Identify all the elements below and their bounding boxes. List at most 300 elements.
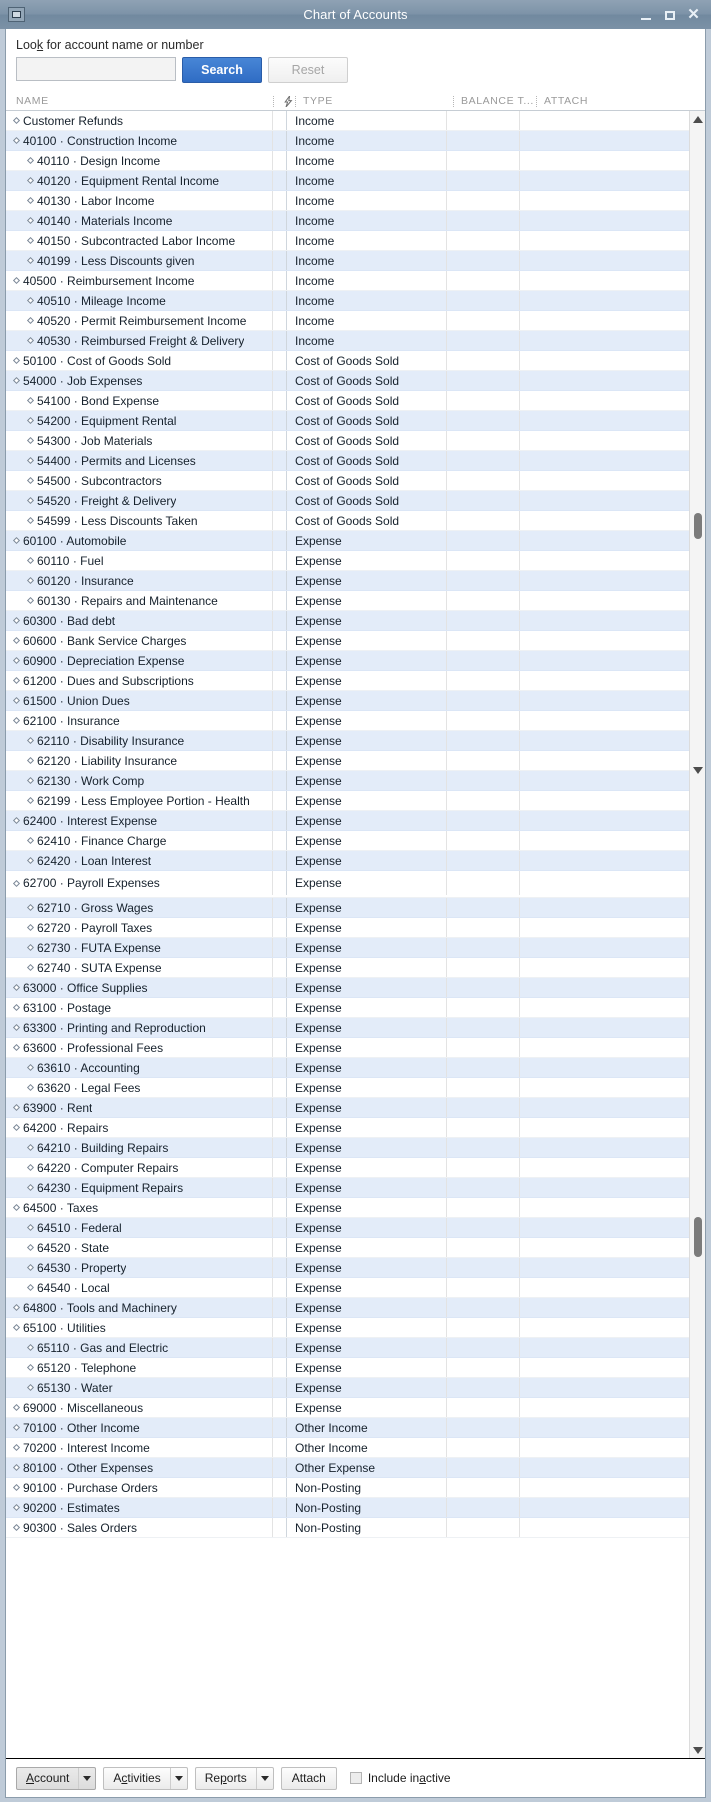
account-flag-cell[interactable] [273, 511, 287, 530]
account-flag-cell[interactable] [273, 611, 287, 630]
account-name-cell[interactable] [6, 251, 273, 270]
account-name-cell[interactable] [6, 1158, 273, 1177]
account-attach-cell[interactable] [520, 1458, 689, 1477]
account-name-cell[interactable] [6, 611, 273, 630]
account-name-cell[interactable] [6, 1198, 273, 1217]
account-name-cell[interactable] [6, 998, 273, 1017]
account-flag-cell[interactable] [273, 111, 287, 130]
account-name-cell[interactable] [6, 1398, 273, 1417]
table-row[interactable] [6, 1338, 689, 1358]
account-attach-cell[interactable] [520, 511, 689, 530]
account-flag-cell[interactable] [273, 1378, 287, 1397]
table-row[interactable] [6, 871, 689, 898]
table-row[interactable] [6, 551, 689, 571]
account-name-cell[interactable] [6, 311, 273, 330]
account-name-cell[interactable] [6, 1458, 273, 1477]
account-name-cell[interactable] [6, 1138, 273, 1157]
close-button[interactable]: ✕ [687, 6, 700, 23]
account-attach-cell[interactable] [520, 211, 689, 230]
account-attach-cell[interactable] [520, 998, 689, 1017]
account-flag-cell[interactable] [273, 631, 287, 650]
account-attach-cell[interactable] [520, 691, 689, 710]
table-row[interactable] [6, 1118, 689, 1138]
account-attach-cell[interactable] [520, 1418, 689, 1437]
account-name-cell[interactable] [6, 1478, 273, 1497]
account-attach-cell[interactable] [520, 1478, 689, 1497]
account-name-cell[interactable] [6, 111, 273, 130]
account-attach-cell[interactable] [520, 938, 689, 957]
account-flag-cell[interactable] [273, 291, 287, 310]
account-attach-cell[interactable] [520, 171, 689, 190]
account-name-cell[interactable] [6, 1338, 273, 1357]
table-row[interactable] [6, 411, 689, 431]
account-attach-cell[interactable] [520, 1078, 689, 1097]
table-row[interactable] [6, 451, 689, 471]
table-row[interactable] [6, 151, 689, 171]
account-flag-cell[interactable] [273, 491, 287, 510]
table-row[interactable] [6, 351, 689, 371]
account-attach-cell[interactable] [520, 1358, 689, 1377]
account-flag-cell[interactable] [273, 311, 287, 330]
table-row[interactable] [6, 1018, 689, 1038]
scrollbar-thumb-lower[interactable] [694, 1217, 702, 1257]
table-row[interactable] [6, 1298, 689, 1318]
table-row[interactable] [6, 918, 689, 938]
account-flag-cell[interactable] [273, 551, 287, 570]
account-flag-cell[interactable] [273, 1498, 287, 1517]
account-flag-cell[interactable] [273, 411, 287, 430]
account-name-cell[interactable] [6, 1418, 273, 1437]
account-flag-cell[interactable] [273, 831, 287, 850]
account-flag-cell[interactable] [273, 1138, 287, 1157]
account-list[interactable] [6, 111, 689, 1758]
account-name-cell[interactable] [6, 1358, 273, 1377]
account-flag-cell[interactable] [273, 671, 287, 690]
table-row[interactable] [6, 811, 689, 831]
table-row[interactable] [6, 1358, 689, 1378]
account-name-cell[interactable] [6, 1218, 273, 1237]
table-row[interactable] [6, 531, 689, 551]
table-row[interactable] [6, 1458, 689, 1478]
account-attach-cell[interactable] [520, 791, 689, 810]
account-name-cell[interactable] [6, 591, 273, 610]
table-row[interactable] [6, 111, 689, 131]
account-button[interactable] [16, 1767, 96, 1790]
account-name-cell[interactable] [6, 918, 273, 937]
account-name-cell[interactable] [6, 551, 273, 570]
account-flag-cell[interactable] [273, 1258, 287, 1277]
table-row[interactable] [6, 1218, 689, 1238]
account-attach-cell[interactable] [520, 871, 689, 895]
account-flag-cell[interactable] [273, 1218, 287, 1237]
table-row[interactable] [6, 938, 689, 958]
account-name-cell[interactable] [6, 958, 273, 977]
account-flag-cell[interactable] [273, 271, 287, 290]
table-row[interactable] [6, 1398, 689, 1418]
account-flag-cell[interactable] [273, 1038, 287, 1057]
activities-dropdown-arrow[interactable] [170, 1768, 187, 1789]
include-inactive-control[interactable] [350, 1771, 451, 1785]
account-attach-cell[interactable] [520, 1258, 689, 1277]
account-flag-cell[interactable] [273, 251, 287, 270]
table-row[interactable] [6, 211, 689, 231]
account-name-cell[interactable] [6, 1278, 273, 1297]
account-attach-cell[interactable] [520, 671, 689, 690]
account-flag-cell[interactable] [273, 691, 287, 710]
table-row[interactable] [6, 1278, 689, 1298]
account-name-cell[interactable] [6, 631, 273, 650]
account-flag-cell[interactable] [273, 1438, 287, 1457]
account-flag-cell[interactable] [273, 871, 287, 895]
account-name-cell[interactable] [6, 291, 273, 310]
account-name-cell[interactable] [6, 211, 273, 230]
account-name-cell[interactable] [6, 571, 273, 590]
account-flag-cell[interactable] [273, 1298, 287, 1317]
account-flag-cell[interactable] [273, 151, 287, 170]
table-row[interactable] [6, 1238, 689, 1258]
table-row[interactable] [6, 1078, 689, 1098]
account-attach-cell[interactable] [520, 751, 689, 770]
account-name-cell[interactable] [6, 771, 273, 790]
account-flag-cell[interactable] [273, 131, 287, 150]
account-attach-cell[interactable] [520, 1038, 689, 1057]
table-row[interactable] [6, 1098, 689, 1118]
account-flag-cell[interactable] [273, 1058, 287, 1077]
account-attach-cell[interactable] [520, 571, 689, 590]
account-name-cell[interactable] [6, 191, 273, 210]
account-attach-cell[interactable] [520, 1398, 689, 1417]
table-row[interactable] [6, 571, 689, 591]
account-name-cell[interactable] [6, 171, 273, 190]
account-name-cell[interactable] [6, 1078, 273, 1097]
table-row[interactable] [6, 771, 689, 791]
search-button[interactable]: Search [182, 57, 262, 83]
account-flag-cell[interactable] [273, 1458, 287, 1477]
account-flag-cell[interactable] [273, 451, 287, 470]
account-attach-cell[interactable] [520, 351, 689, 370]
search-input[interactable] [16, 57, 176, 81]
table-row[interactable] [6, 731, 689, 751]
table-row[interactable] [6, 751, 689, 771]
account-flag-cell[interactable] [273, 1358, 287, 1377]
account-attach-cell[interactable] [520, 1378, 689, 1397]
table-row[interactable] [6, 511, 689, 531]
account-attach-cell[interactable] [520, 978, 689, 997]
account-name-cell[interactable] [6, 1438, 273, 1457]
maximize-button[interactable] [663, 7, 676, 22]
table-row[interactable] [6, 131, 689, 151]
table-row[interactable] [6, 831, 689, 851]
account-name-cell[interactable] [6, 491, 273, 510]
reset-button[interactable]: Reset [268, 57, 348, 83]
attach-button[interactable]: Attach [281, 1767, 337, 1790]
account-attach-cell[interactable] [520, 1338, 689, 1357]
account-attach-cell[interactable] [520, 918, 689, 937]
account-attach-cell[interactable] [520, 131, 689, 150]
scroll-up-button[interactable] [690, 111, 705, 127]
table-row[interactable] [6, 371, 689, 391]
account-name-cell[interactable] [6, 1178, 273, 1197]
table-row[interactable] [6, 391, 689, 411]
table-row[interactable] [6, 171, 689, 191]
account-attach-cell[interactable] [520, 251, 689, 270]
lightning-bolt-icon[interactable] [281, 96, 295, 107]
table-row[interactable] [6, 1418, 689, 1438]
account-name-cell[interactable] [6, 871, 273, 895]
account-flag-cell[interactable] [273, 1198, 287, 1217]
column-header-balance-total[interactable]: BALANCE T... [461, 95, 534, 107]
account-name-cell[interactable] [6, 851, 273, 870]
account-attach-cell[interactable] [520, 591, 689, 610]
account-flag-cell[interactable] [273, 391, 287, 410]
account-attach-cell[interactable] [520, 371, 689, 390]
account-attach-cell[interactable] [520, 1298, 689, 1317]
account-flag-cell[interactable] [273, 431, 287, 450]
account-flag-cell[interactable] [273, 1118, 287, 1137]
reports-button[interactable] [195, 1767, 274, 1790]
table-row[interactable] [6, 1058, 689, 1078]
column-header-name[interactable]: NAME [16, 95, 49, 107]
table-row[interactable] [6, 1478, 689, 1498]
activities-button[interactable] [103, 1767, 187, 1790]
account-flag-cell[interactable] [273, 1338, 287, 1357]
account-attach-cell[interactable] [520, 1318, 689, 1337]
account-name-cell[interactable] [6, 531, 273, 550]
table-row[interactable] [6, 1518, 689, 1538]
account-name-cell[interactable] [6, 898, 273, 917]
table-row[interactable] [6, 1318, 689, 1338]
table-row[interactable] [6, 711, 689, 731]
account-flag-cell[interactable] [273, 1078, 287, 1097]
account-attach-cell[interactable] [520, 391, 689, 410]
account-attach-cell[interactable] [520, 1438, 689, 1457]
table-row[interactable] [6, 1158, 689, 1178]
account-name-cell[interactable] [6, 1318, 273, 1337]
account-name-cell[interactable] [6, 811, 273, 830]
account-name-cell[interactable] [6, 1298, 273, 1317]
account-flag-cell[interactable] [273, 1158, 287, 1177]
account-attach-cell[interactable] [520, 231, 689, 250]
account-attach-cell[interactable] [520, 1218, 689, 1237]
scrollbar-track[interactable] [690, 127, 705, 1742]
table-row[interactable] [6, 331, 689, 351]
account-attach-cell[interactable] [520, 1058, 689, 1077]
table-row[interactable] [6, 898, 689, 918]
account-attach-cell[interactable] [520, 1498, 689, 1517]
account-attach-cell[interactable] [520, 1178, 689, 1197]
account-flag-cell[interactable] [273, 998, 287, 1017]
table-row[interactable] [6, 998, 689, 1018]
account-flag-cell[interactable] [273, 731, 287, 750]
table-row[interactable] [6, 1178, 689, 1198]
account-flag-cell[interactable] [273, 918, 287, 937]
account-attach-cell[interactable] [520, 1098, 689, 1117]
account-attach-cell[interactable] [520, 851, 689, 870]
table-row[interactable] [6, 851, 689, 871]
vertical-scrollbar[interactable] [689, 111, 705, 1758]
account-attach-cell[interactable] [520, 1238, 689, 1257]
account-name-cell[interactable] [6, 1258, 273, 1277]
account-flag-cell[interactable] [273, 1318, 287, 1337]
account-flag-cell[interactable] [273, 371, 287, 390]
account-flag-cell[interactable] [273, 651, 287, 670]
account-name-cell[interactable] [6, 691, 273, 710]
table-row[interactable] [6, 291, 689, 311]
account-flag-cell[interactable] [273, 1518, 287, 1537]
account-flag-cell[interactable] [273, 711, 287, 730]
account-attach-cell[interactable] [520, 151, 689, 170]
table-row[interactable] [6, 1138, 689, 1158]
table-row[interactable] [6, 791, 689, 811]
account-attach-cell[interactable] [520, 491, 689, 510]
account-flag-cell[interactable] [273, 471, 287, 490]
account-attach-cell[interactable] [520, 411, 689, 430]
account-name-cell[interactable] [6, 1038, 273, 1057]
account-attach-cell[interactable] [520, 611, 689, 630]
account-name-cell[interactable] [6, 471, 273, 490]
account-attach-cell[interactable] [520, 531, 689, 550]
table-row[interactable] [6, 251, 689, 271]
table-row[interactable] [6, 631, 689, 651]
account-flag-cell[interactable] [273, 1478, 287, 1497]
account-flag-cell[interactable] [273, 1098, 287, 1117]
account-name-cell[interactable] [6, 791, 273, 810]
account-name-cell[interactable] [6, 131, 273, 150]
table-row[interactable] [6, 231, 689, 251]
table-row[interactable] [6, 691, 689, 711]
account-name-cell[interactable] [6, 371, 273, 390]
table-row[interactable] [6, 978, 689, 998]
account-attach-cell[interactable] [520, 431, 689, 450]
account-name-cell[interactable] [6, 391, 273, 410]
account-attach-cell[interactable] [520, 471, 689, 490]
account-name-cell[interactable] [6, 751, 273, 770]
account-attach-cell[interactable] [520, 1198, 689, 1217]
account-flag-cell[interactable] [273, 171, 287, 190]
account-attach-cell[interactable] [520, 811, 689, 830]
account-flag-cell[interactable] [273, 978, 287, 997]
account-name-cell[interactable] [6, 938, 273, 957]
column-header-type[interactable]: TYPE [303, 95, 333, 107]
account-attach-cell[interactable] [520, 551, 689, 570]
account-attach-cell[interactable] [520, 731, 689, 750]
account-attach-cell[interactable] [520, 958, 689, 977]
account-name-cell[interactable] [6, 1098, 273, 1117]
account-name-cell[interactable] [6, 1058, 273, 1077]
table-row[interactable] [6, 491, 689, 511]
account-flag-cell[interactable] [273, 1238, 287, 1257]
account-flag-cell[interactable] [273, 191, 287, 210]
account-flag-cell[interactable] [273, 791, 287, 810]
account-attach-cell[interactable] [520, 331, 689, 350]
table-row[interactable] [6, 651, 689, 671]
account-flag-cell[interactable] [273, 591, 287, 610]
account-attach-cell[interactable] [520, 291, 689, 310]
table-row[interactable] [6, 611, 689, 631]
account-name-cell[interactable] [6, 411, 273, 430]
account-name-cell[interactable] [6, 1018, 273, 1037]
account-attach-cell[interactable] [520, 631, 689, 650]
table-row[interactable] [6, 191, 689, 211]
account-flag-cell[interactable] [273, 211, 287, 230]
table-row[interactable] [6, 471, 689, 491]
minimize-button[interactable] [639, 7, 652, 22]
account-flag-cell[interactable] [273, 351, 287, 370]
account-flag-cell[interactable] [273, 811, 287, 830]
account-attach-cell[interactable] [520, 271, 689, 290]
account-name-cell[interactable] [6, 671, 273, 690]
table-row[interactable] [6, 1378, 689, 1398]
scroll-down-button[interactable] [690, 1742, 705, 1758]
table-row[interactable] [6, 671, 689, 691]
account-name-cell[interactable] [6, 331, 273, 350]
account-flag-cell[interactable] [273, 771, 287, 790]
account-name-cell[interactable] [6, 651, 273, 670]
account-flag-cell[interactable] [273, 331, 287, 350]
account-flag-cell[interactable] [273, 751, 287, 770]
table-row[interactable] [6, 591, 689, 611]
account-attach-cell[interactable] [520, 1138, 689, 1157]
account-name-cell[interactable] [6, 1498, 273, 1517]
account-name-cell[interactable] [6, 711, 273, 730]
account-name-cell[interactable] [6, 978, 273, 997]
account-dropdown-arrow[interactable] [78, 1768, 95, 1789]
account-flag-cell[interactable] [273, 898, 287, 917]
account-name-cell[interactable] [6, 351, 273, 370]
account-flag-cell[interactable] [273, 938, 287, 957]
account-attach-cell[interactable] [520, 771, 689, 790]
account-name-cell[interactable] [6, 831, 273, 850]
table-row[interactable] [6, 1198, 689, 1218]
account-name-cell[interactable] [6, 431, 273, 450]
account-attach-cell[interactable] [520, 1158, 689, 1177]
account-name-cell[interactable] [6, 511, 273, 530]
account-attach-cell[interactable] [520, 898, 689, 917]
account-flag-cell[interactable] [273, 571, 287, 590]
account-attach-cell[interactable] [520, 1118, 689, 1137]
account-attach-cell[interactable] [520, 111, 689, 130]
account-attach-cell[interactable] [520, 1018, 689, 1037]
account-attach-cell[interactable] [520, 1278, 689, 1297]
account-flag-cell[interactable] [273, 1418, 287, 1437]
account-attach-cell[interactable] [520, 831, 689, 850]
account-flag-cell[interactable] [273, 231, 287, 250]
table-row[interactable] [6, 271, 689, 291]
account-attach-cell[interactable] [520, 711, 689, 730]
account-flag-cell[interactable] [273, 1018, 287, 1037]
include-inactive-checkbox[interactable] [350, 1772, 362, 1784]
table-row[interactable] [6, 431, 689, 451]
account-name-cell[interactable] [6, 1518, 273, 1537]
account-flag-cell[interactable] [273, 1178, 287, 1197]
account-attach-cell[interactable] [520, 1518, 689, 1537]
column-header-attach[interactable]: ATTACH [544, 95, 589, 107]
account-flag-cell[interactable] [273, 851, 287, 870]
table-row[interactable] [6, 311, 689, 331]
account-flag-cell[interactable] [273, 1278, 287, 1297]
account-flag-cell[interactable] [273, 958, 287, 977]
table-row[interactable] [6, 1498, 689, 1518]
table-row[interactable] [6, 1258, 689, 1278]
table-row[interactable] [6, 1438, 689, 1458]
window-menu-icon[interactable] [8, 7, 25, 22]
account-attach-cell[interactable] [520, 451, 689, 470]
account-flag-cell[interactable] [273, 531, 287, 550]
account-flag-cell[interactable] [273, 1398, 287, 1417]
scrollbar-thumb-upper[interactable] [694, 513, 702, 539]
account-attach-cell[interactable] [520, 191, 689, 210]
account-name-cell[interactable] [6, 1238, 273, 1257]
